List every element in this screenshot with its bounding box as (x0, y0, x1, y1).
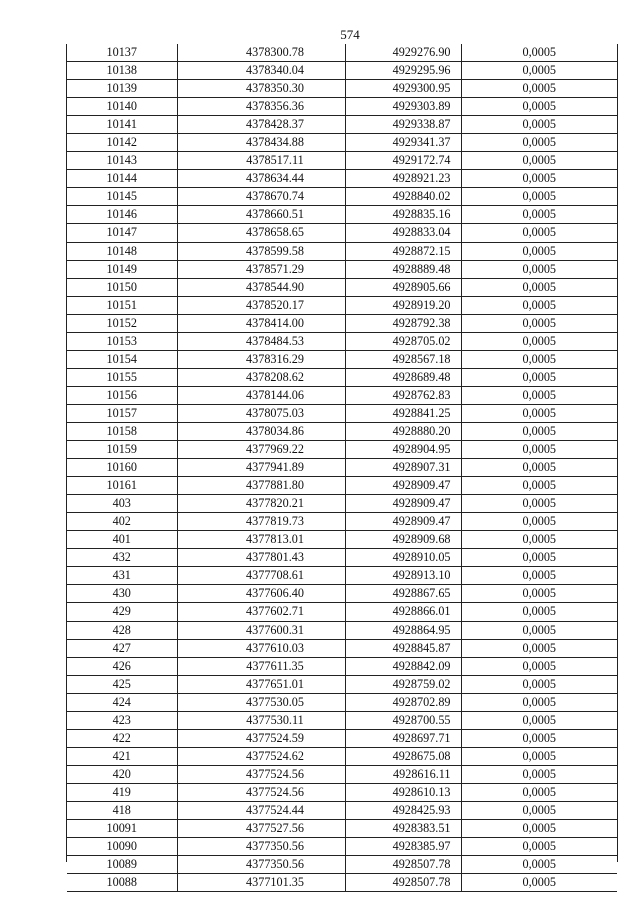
error-value-cell: 0,0005 (461, 874, 617, 892)
error-value-cell: 0,0005 (461, 783, 617, 801)
point-number-cell: 10144 (67, 170, 177, 188)
y-coordinate-cell: 4928759.02 (345, 675, 461, 693)
table-row (67, 296, 617, 314)
point-number-cell: 10160 (67, 459, 177, 477)
y-coordinate-cell: 4928907.31 (345, 459, 461, 477)
error-value-cell: 0,0005 (461, 332, 617, 350)
point-number-cell: 432 (67, 549, 177, 567)
point-number-cell: 427 (67, 639, 177, 657)
x-coordinate-cell: 4378075.03 (177, 404, 345, 422)
point-number-cell: 428 (67, 621, 177, 639)
error-value-cell: 0,0005 (461, 765, 617, 783)
y-coordinate-cell: 4928840.02 (345, 188, 461, 206)
y-coordinate-cell: 4928880.20 (345, 422, 461, 440)
x-coordinate-cell: 4377813.01 (177, 531, 345, 549)
table-row (67, 350, 617, 368)
y-coordinate-cell: 4928913.10 (345, 567, 461, 585)
table-row (67, 206, 617, 224)
y-coordinate-cell: 4929303.89 (345, 98, 461, 116)
error-value-cell: 0,0005 (461, 242, 617, 260)
error-value-cell: 0,0005 (461, 404, 617, 422)
x-coordinate-cell: 4377941.89 (177, 459, 345, 477)
error-value-cell: 0,0005 (461, 820, 617, 838)
y-coordinate-cell: 4928425.93 (345, 801, 461, 819)
point-number-cell: 418 (67, 801, 177, 819)
point-number-cell: 430 (67, 585, 177, 603)
error-value-cell: 0,0005 (461, 188, 617, 206)
table-row (67, 549, 617, 567)
table-row (67, 98, 617, 116)
x-coordinate-cell: 4378660.51 (177, 206, 345, 224)
point-number-cell: 10154 (67, 350, 177, 368)
table-row (67, 477, 617, 495)
x-coordinate-cell: 4377530.05 (177, 693, 345, 711)
table-row (67, 422, 617, 440)
y-coordinate-cell: 4928792.38 (345, 314, 461, 332)
point-number-cell: 10152 (67, 314, 177, 332)
error-value-cell: 0,0005 (461, 729, 617, 747)
table-row (67, 80, 617, 98)
point-number-cell: 10159 (67, 441, 177, 459)
error-value-cell: 0,0005 (461, 549, 617, 567)
table-row (67, 801, 617, 819)
point-number-cell: 10138 (67, 62, 177, 80)
y-coordinate-cell: 4928762.83 (345, 386, 461, 404)
x-coordinate-cell: 4378350.30 (177, 80, 345, 98)
x-coordinate-cell: 4377651.01 (177, 675, 345, 693)
x-coordinate-cell: 4377524.62 (177, 747, 345, 765)
table-row (67, 603, 617, 621)
error-value-cell: 0,0005 (461, 80, 617, 98)
y-coordinate-cell: 4928909.47 (345, 513, 461, 531)
table-row (67, 856, 617, 874)
table-row (67, 783, 617, 801)
x-coordinate-cell: 4378414.00 (177, 314, 345, 332)
error-value-cell: 0,0005 (461, 459, 617, 477)
point-number-cell: 429 (67, 603, 177, 621)
x-coordinate-cell: 4377820.21 (177, 495, 345, 513)
error-value-cell: 0,0005 (461, 350, 617, 368)
x-coordinate-cell: 4377524.56 (177, 765, 345, 783)
coordinates-table-body (67, 44, 617, 892)
x-coordinate-cell: 4378658.65 (177, 224, 345, 242)
point-number-cell: 10147 (67, 224, 177, 242)
y-coordinate-cell: 4928705.02 (345, 332, 461, 350)
y-coordinate-cell: 4929276.90 (345, 44, 461, 62)
point-number-cell: 10146 (67, 206, 177, 224)
x-coordinate-cell: 4377530.11 (177, 711, 345, 729)
x-coordinate-cell: 4378340.04 (177, 62, 345, 80)
x-coordinate-cell: 4378517.11 (177, 152, 345, 170)
error-value-cell: 0,0005 (461, 603, 617, 621)
coordinates-table-frame (66, 44, 618, 890)
error-value-cell: 0,0005 (461, 675, 617, 693)
x-coordinate-cell: 4377350.56 (177, 838, 345, 856)
y-coordinate-cell: 4928919.20 (345, 296, 461, 314)
point-number-cell: 10140 (67, 98, 177, 116)
table-row (67, 404, 617, 422)
table-row (67, 747, 617, 765)
error-value-cell: 0,0005 (461, 477, 617, 495)
table-row (67, 513, 617, 531)
y-coordinate-cell: 4928921.23 (345, 170, 461, 188)
table-row (67, 874, 617, 892)
error-value-cell: 0,0005 (461, 62, 617, 80)
point-number-cell: 10148 (67, 242, 177, 260)
x-coordinate-cell: 4377524.56 (177, 783, 345, 801)
table-row (67, 116, 617, 134)
point-number-cell: 10161 (67, 477, 177, 495)
error-value-cell: 0,0005 (461, 260, 617, 278)
point-number-cell: 421 (67, 747, 177, 765)
error-value-cell: 0,0005 (461, 495, 617, 513)
error-value-cell: 0,0005 (461, 278, 617, 296)
point-number-cell: 423 (67, 711, 177, 729)
table-row (67, 332, 617, 350)
y-coordinate-cell: 4928864.95 (345, 621, 461, 639)
error-value-cell: 0,0005 (461, 567, 617, 585)
x-coordinate-cell: 4377524.44 (177, 801, 345, 819)
x-coordinate-cell: 4378634.44 (177, 170, 345, 188)
y-coordinate-cell: 4928842.09 (345, 657, 461, 675)
error-value-cell: 0,0005 (461, 693, 617, 711)
table-row (67, 711, 617, 729)
y-coordinate-cell: 4928909.47 (345, 477, 461, 495)
y-coordinate-cell: 4928910.05 (345, 549, 461, 567)
y-coordinate-cell: 4928867.65 (345, 585, 461, 603)
point-number-cell: 10153 (67, 332, 177, 350)
y-coordinate-cell: 4928835.16 (345, 206, 461, 224)
error-value-cell: 0,0005 (461, 747, 617, 765)
error-value-cell: 0,0005 (461, 44, 617, 62)
error-value-cell: 0,0005 (461, 838, 617, 856)
point-number-cell: 10158 (67, 422, 177, 440)
x-coordinate-cell: 4378356.36 (177, 98, 345, 116)
x-coordinate-cell: 4377611.35 (177, 657, 345, 675)
point-number-cell: 426 (67, 657, 177, 675)
x-coordinate-cell: 4378316.29 (177, 350, 345, 368)
table-row (67, 441, 617, 459)
point-number-cell: 425 (67, 675, 177, 693)
point-number-cell: 10090 (67, 838, 177, 856)
error-value-cell: 0,0005 (461, 801, 617, 819)
table-row (67, 657, 617, 675)
error-value-cell: 0,0005 (461, 422, 617, 440)
x-coordinate-cell: 4377606.40 (177, 585, 345, 603)
point-number-cell: 402 (67, 513, 177, 531)
table-row (67, 459, 617, 477)
table-row (67, 134, 617, 152)
y-coordinate-cell: 4928616.11 (345, 765, 461, 783)
table-row (67, 386, 617, 404)
y-coordinate-cell: 4928567.18 (345, 350, 461, 368)
y-coordinate-cell: 4929300.95 (345, 80, 461, 98)
x-coordinate-cell: 4377969.22 (177, 441, 345, 459)
y-coordinate-cell: 4928675.08 (345, 747, 461, 765)
table-row (67, 260, 617, 278)
x-coordinate-cell: 4377610.03 (177, 639, 345, 657)
x-coordinate-cell: 4378599.58 (177, 242, 345, 260)
table-row (67, 693, 617, 711)
y-coordinate-cell: 4928909.68 (345, 531, 461, 549)
error-value-cell: 0,0005 (461, 639, 617, 657)
x-coordinate-cell: 4377881.80 (177, 477, 345, 495)
error-value-cell: 0,0005 (461, 585, 617, 603)
error-value-cell: 0,0005 (461, 711, 617, 729)
error-value-cell: 0,0005 (461, 206, 617, 224)
table-row (67, 675, 617, 693)
x-coordinate-cell: 4377708.61 (177, 567, 345, 585)
point-number-cell: 10150 (67, 278, 177, 296)
x-coordinate-cell: 4378434.88 (177, 134, 345, 152)
x-coordinate-cell: 4378484.53 (177, 332, 345, 350)
y-coordinate-cell: 4928697.71 (345, 729, 461, 747)
x-coordinate-cell: 4377819.73 (177, 513, 345, 531)
x-coordinate-cell: 4378034.86 (177, 422, 345, 440)
table-row (67, 585, 617, 603)
point-number-cell: 10155 (67, 368, 177, 386)
error-value-cell: 0,0005 (461, 170, 617, 188)
table-row (67, 729, 617, 747)
point-number-cell: 10137 (67, 44, 177, 62)
x-coordinate-cell: 4377801.43 (177, 549, 345, 567)
y-coordinate-cell: 4928507.78 (345, 856, 461, 874)
table-row (67, 62, 617, 80)
point-number-cell: 10091 (67, 820, 177, 838)
table-row (67, 820, 617, 838)
table-row (67, 314, 617, 332)
y-coordinate-cell: 4928385.97 (345, 838, 461, 856)
y-coordinate-cell: 4928689.48 (345, 368, 461, 386)
y-coordinate-cell: 4929172.74 (345, 152, 461, 170)
point-number-cell: 10089 (67, 856, 177, 874)
table-row (67, 639, 617, 657)
x-coordinate-cell: 4377350.56 (177, 856, 345, 874)
error-value-cell: 0,0005 (461, 224, 617, 242)
x-coordinate-cell: 4378144.06 (177, 386, 345, 404)
table-row (67, 567, 617, 585)
point-number-cell: 10088 (67, 874, 177, 892)
x-coordinate-cell: 4378571.29 (177, 260, 345, 278)
y-coordinate-cell: 4928610.13 (345, 783, 461, 801)
y-coordinate-cell: 4928702.89 (345, 693, 461, 711)
y-coordinate-cell: 4928833.04 (345, 224, 461, 242)
y-coordinate-cell: 4929338.87 (345, 116, 461, 134)
x-coordinate-cell: 4378544.90 (177, 278, 345, 296)
error-value-cell: 0,0005 (461, 386, 617, 404)
point-number-cell: 424 (67, 693, 177, 711)
error-value-cell: 0,0005 (461, 657, 617, 675)
x-coordinate-cell: 4378208.62 (177, 368, 345, 386)
y-coordinate-cell: 4929295.96 (345, 62, 461, 80)
table-row (67, 224, 617, 242)
table-row (67, 188, 617, 206)
table-row (67, 368, 617, 386)
table-row (67, 495, 617, 513)
page-number: 574 (340, 27, 360, 42)
table-row (67, 170, 617, 188)
x-coordinate-cell: 4377524.59 (177, 729, 345, 747)
y-coordinate-cell: 4928905.66 (345, 278, 461, 296)
error-value-cell: 0,0005 (461, 441, 617, 459)
error-value-cell: 0,0005 (461, 621, 617, 639)
table-row (67, 44, 617, 62)
point-number-cell: 10142 (67, 134, 177, 152)
x-coordinate-cell: 4377101.35 (177, 874, 345, 892)
error-value-cell: 0,0005 (461, 134, 617, 152)
table-row (67, 152, 617, 170)
error-value-cell: 0,0005 (461, 98, 617, 116)
point-number-cell: 422 (67, 729, 177, 747)
point-number-cell: 10156 (67, 386, 177, 404)
point-number-cell: 10151 (67, 296, 177, 314)
table-row (67, 621, 617, 639)
table-row (67, 838, 617, 856)
y-coordinate-cell: 4928383.51 (345, 820, 461, 838)
table-row (67, 278, 617, 296)
point-number-cell: 10157 (67, 404, 177, 422)
y-coordinate-cell: 4928700.55 (345, 711, 461, 729)
x-coordinate-cell: 4378300.78 (177, 44, 345, 62)
point-number-cell: 10141 (67, 116, 177, 134)
point-number-cell: 10139 (67, 80, 177, 98)
x-coordinate-cell: 4377602.71 (177, 603, 345, 621)
x-coordinate-cell: 4378670.74 (177, 188, 345, 206)
error-value-cell: 0,0005 (461, 314, 617, 332)
error-value-cell: 0,0005 (461, 368, 617, 386)
y-coordinate-cell: 4928866.01 (345, 603, 461, 621)
coordinates-table (67, 44, 617, 892)
x-coordinate-cell: 4377600.31 (177, 621, 345, 639)
y-coordinate-cell: 4928841.25 (345, 404, 461, 422)
y-coordinate-cell: 4928845.87 (345, 639, 461, 657)
x-coordinate-cell: 4378428.37 (177, 116, 345, 134)
y-coordinate-cell: 4928889.48 (345, 260, 461, 278)
x-coordinate-cell: 4378520.17 (177, 296, 345, 314)
y-coordinate-cell: 4928507.78 (345, 874, 461, 892)
error-value-cell: 0,0005 (461, 152, 617, 170)
error-value-cell: 0,0005 (461, 296, 617, 314)
y-coordinate-cell: 4928909.47 (345, 495, 461, 513)
point-number-cell: 420 (67, 765, 177, 783)
x-coordinate-cell: 4377527.56 (177, 820, 345, 838)
y-coordinate-cell: 4928904.95 (345, 441, 461, 459)
error-value-cell: 0,0005 (461, 513, 617, 531)
point-number-cell: 401 (67, 531, 177, 549)
point-number-cell: 10145 (67, 188, 177, 206)
error-value-cell: 0,0005 (461, 116, 617, 134)
y-coordinate-cell: 4929341.37 (345, 134, 461, 152)
point-number-cell: 10149 (67, 260, 177, 278)
point-number-cell: 419 (67, 783, 177, 801)
point-number-cell: 403 (67, 495, 177, 513)
point-number-cell: 431 (67, 567, 177, 585)
table-row (67, 242, 617, 260)
point-number-cell: 10143 (67, 152, 177, 170)
y-coordinate-cell: 4928872.15 (345, 242, 461, 260)
error-value-cell: 0,0005 (461, 856, 617, 874)
table-row (67, 531, 617, 549)
error-value-cell: 0,0005 (461, 531, 617, 549)
table-row (67, 765, 617, 783)
